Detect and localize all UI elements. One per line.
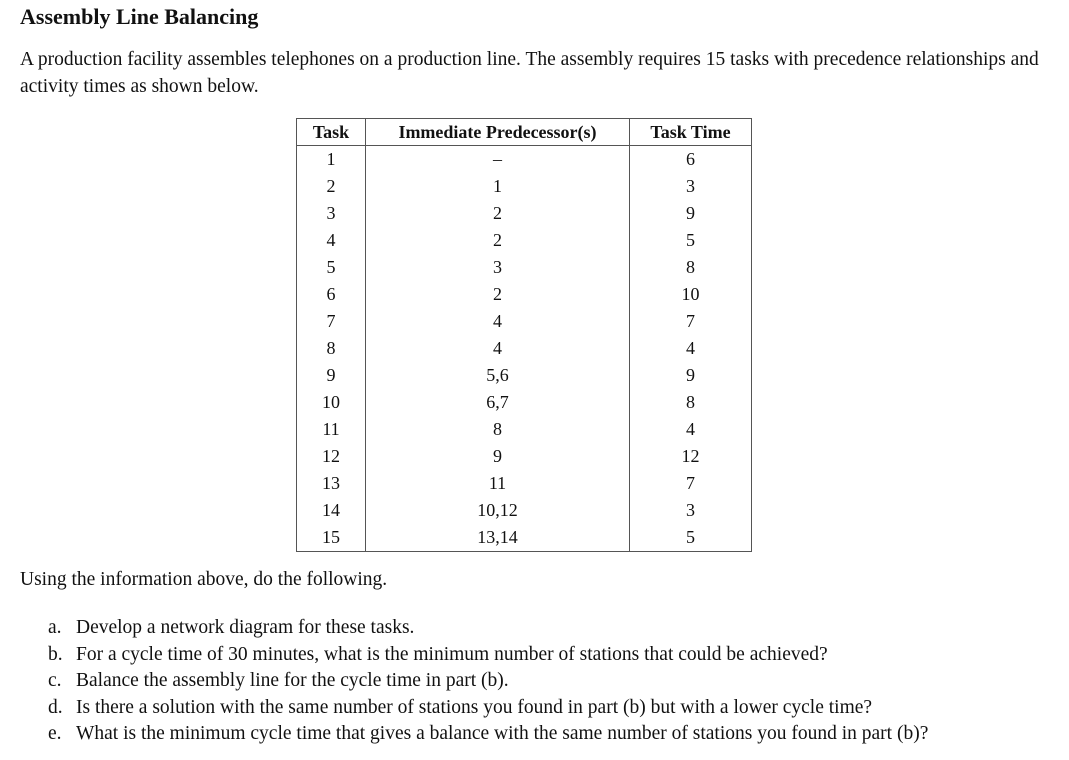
cell-task: 13 [297,470,366,497]
table-row [297,362,752,389]
cell-predecessors: 1 [366,173,630,200]
question-text: For a cycle time of 30 minutes, what is the minimum number of stations that could be achieved? [76,643,828,665]
cell-task: 15 [297,524,366,552]
table-body [297,146,752,552]
question-item [48,695,928,722]
cell-predecessors: 4 [366,335,630,362]
cell-task-time: 5 [630,227,752,254]
question-letter: e. [48,723,62,745]
cell-task-time: 8 [630,389,752,416]
header-task: Task [297,119,366,146]
intro-paragraph: A production facility assembles telephones on a production line. The assembly requires 15 tasks with precedence relationships and activity times as shown below. [20,49,1039,97]
table-row [297,227,752,254]
cell-task: 1 [297,146,366,174]
cell-predecessors: 3 [366,254,630,281]
cell-task-time: 9 [630,200,752,227]
cell-task: 2 [297,173,366,200]
cell-predecessors: 2 [366,200,630,227]
cell-predecessors: 13,14 [366,524,630,552]
cell-task-time: 7 [630,470,752,497]
question-item [48,642,928,669]
cell-task-time: 4 [630,416,752,443]
cell-task: 7 [297,308,366,335]
cell-task-time: 5 [630,524,752,552]
table-row [297,254,752,281]
cell-predecessors: 4 [366,308,630,335]
cell-task: 10 [297,389,366,416]
cell-task: 12 [297,443,366,470]
table-row [297,524,752,552]
cell-task: 14 [297,497,366,524]
table-row [297,146,752,174]
cell-task-time: 10 [630,281,752,308]
cell-task: 9 [297,362,366,389]
cell-predecessors: 2 [366,281,630,308]
table-row [297,443,752,470]
question-letter: c. [48,670,62,692]
cell-task-time: 12 [630,443,752,470]
cell-predecessors: 6,7 [366,389,630,416]
question-text: Develop a network diagram for these tasks. [76,617,415,638]
cell-predecessors: 8 [366,416,630,443]
table-row [297,281,752,308]
cell-task: 4 [297,227,366,254]
header-task-time: Task Time [630,119,752,146]
page-title: Assembly Line Balancing [20,4,259,29]
cell-task-time: 8 [630,254,752,281]
cell-task-time: 7 [630,308,752,335]
cell-predecessors: 5,6 [366,362,630,389]
table-row [297,470,752,497]
table-header-row [297,119,752,146]
cell-task-time: 6 [630,146,752,174]
question-item [48,615,928,642]
cell-predecessors: 11 [366,470,630,497]
header-predecessors: Immediate Predecessor(s) [366,119,630,146]
instructions-text: Using the information above, do the following. [20,569,388,590]
table-row [297,308,752,335]
cell-task: 5 [297,254,366,281]
question-text: What is the minimum cycle time that gives a balance with the same number of stations you found in part (b)? [76,723,929,745]
table-row [297,497,752,524]
table-row [297,335,752,362]
table-row [297,416,752,443]
question-letter: a. [48,617,62,638]
cell-task-time: 4 [630,335,752,362]
cell-task-time: 3 [630,497,752,524]
question-item [48,668,928,695]
cell-predecessors: 2 [366,227,630,254]
question-letter: d. [48,696,63,718]
cell-predecessors: 10,12 [366,497,630,524]
question-text: Balance the assembly line for the cycle time in part (b). [76,670,509,692]
cell-predecessors: – [366,146,630,174]
cell-task: 6 [297,281,366,308]
task-table [296,118,752,552]
table-row [297,200,752,227]
question-list [48,615,928,748]
cell-predecessors: 9 [366,443,630,470]
cell-task: 8 [297,335,366,362]
question-letter: b. [48,643,63,665]
question-text: Is there a solution with the same number of stations you found in part (b) but with a lower cycle time? [76,696,873,718]
question-item [48,721,928,748]
cell-task-time: 3 [630,173,752,200]
table-row [297,389,752,416]
cell-task: 3 [297,200,366,227]
table-row [297,173,752,200]
cell-task-time: 9 [630,362,752,389]
cell-task: 11 [297,416,366,443]
